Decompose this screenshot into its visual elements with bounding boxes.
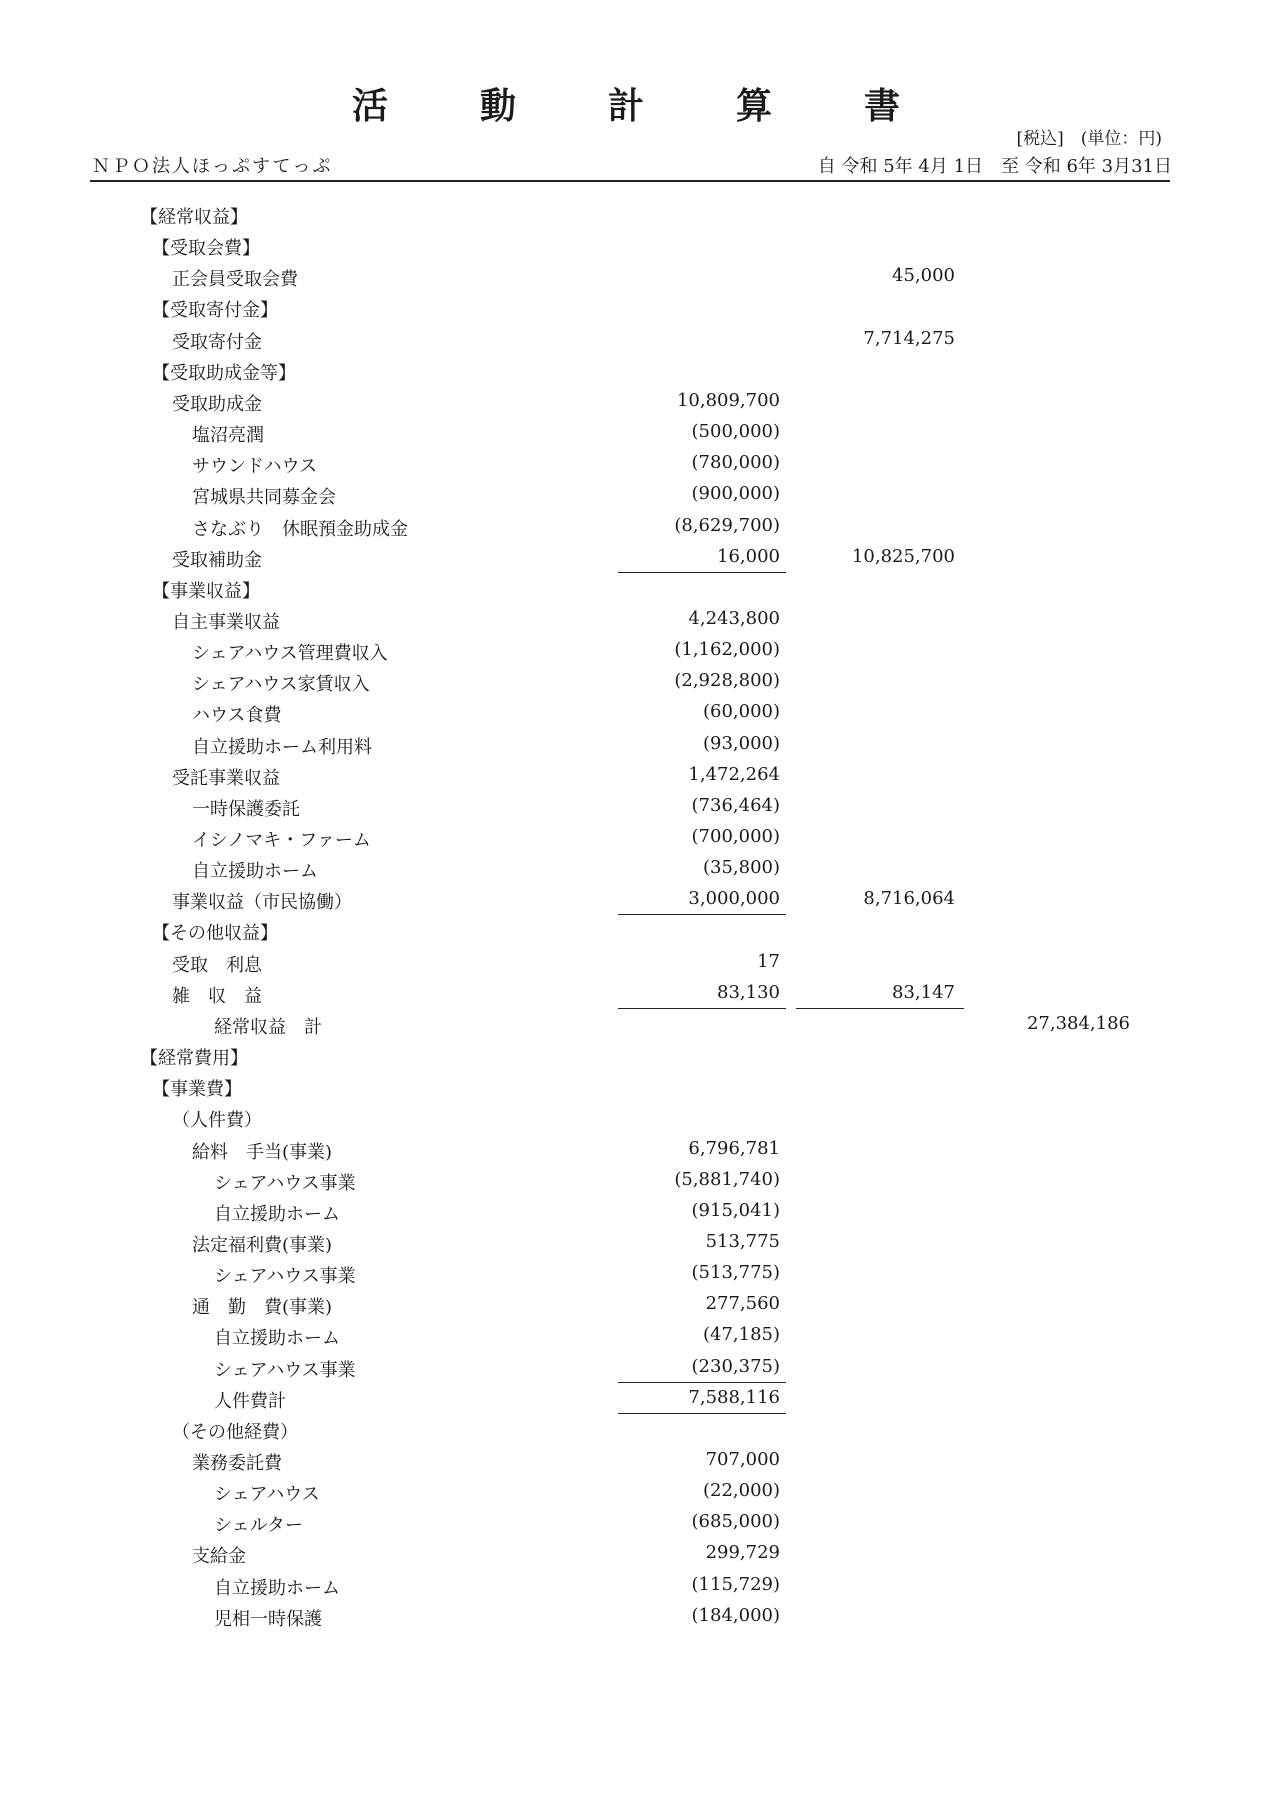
row-label: 児相一時保護 bbox=[214, 1608, 322, 1630]
amount-detail: (685,000) bbox=[691, 1511, 780, 1533]
statement-row bbox=[0, 386, 1280, 416]
statement-row bbox=[0, 1165, 1280, 1195]
statement-row bbox=[0, 1102, 1280, 1132]
row-label: 【事業費】 bbox=[152, 1079, 242, 1101]
amount-detail: (115,729) bbox=[691, 1573, 780, 1595]
statement-row bbox=[0, 729, 1280, 759]
row-label: さなぶり 休眠預金助成金 bbox=[192, 518, 408, 540]
statement-row bbox=[0, 1227, 1280, 1257]
row-label: シェアハウス事業 bbox=[214, 1172, 356, 1194]
row-label: 【受取助成金等】 bbox=[152, 362, 296, 384]
row-label: 【事業収益】 bbox=[152, 580, 260, 602]
row-label: 給料 手当(事業) bbox=[192, 1141, 333, 1163]
fiscal-period: 自 令和 5年 4月 1日 至 令和 6年 3月31日 bbox=[817, 156, 1172, 177]
amount-detail: (184,000) bbox=[691, 1604, 780, 1626]
statement-row bbox=[0, 292, 1280, 322]
statement-row bbox=[0, 417, 1280, 447]
statement-row bbox=[0, 1476, 1280, 1506]
row-label: 自立援助ホーム bbox=[214, 1203, 340, 1225]
row-label: シェルター bbox=[214, 1515, 303, 1537]
amount-detail: 3,000,000 bbox=[688, 888, 780, 910]
amount-detail: (1,162,000) bbox=[674, 639, 780, 661]
amount-total: 27,384,186 bbox=[1026, 1012, 1130, 1034]
amount-subtotal: 7,714,275 bbox=[863, 327, 955, 349]
statement-row bbox=[0, 324, 1280, 354]
statement-row bbox=[0, 760, 1280, 790]
row-label: シェアハウス bbox=[214, 1484, 320, 1506]
amount-detail: (230,375) bbox=[691, 1355, 780, 1377]
amount-subtotal: 8,716,064 bbox=[863, 888, 955, 910]
row-label: シェアハウス家賃収入 bbox=[192, 674, 370, 696]
statement-row bbox=[0, 697, 1280, 727]
amount-detail: (736,464) bbox=[691, 794, 780, 816]
document-title: 活 動 計 算 書 bbox=[351, 86, 928, 127]
amount-detail: 1,472,264 bbox=[688, 763, 780, 785]
statement-row bbox=[0, 791, 1280, 821]
amount-subtotal: 83,147 bbox=[892, 981, 955, 1003]
row-label: 雑 収 益 bbox=[172, 985, 262, 1007]
row-label: 自立援助ホーム bbox=[214, 1328, 340, 1350]
statement-row bbox=[0, 511, 1280, 541]
row-label: 経常収益 計 bbox=[214, 1016, 322, 1038]
amount-detail: 277,560 bbox=[705, 1293, 780, 1315]
row-label: 受取補助金 bbox=[172, 549, 262, 571]
statement-row bbox=[0, 573, 1280, 603]
row-label: 自立援助ホーム利用料 bbox=[192, 736, 372, 758]
amount-detail: (60,000) bbox=[702, 701, 780, 723]
statement-row bbox=[0, 1570, 1280, 1600]
statement-row bbox=[0, 1040, 1280, 1070]
tax-unit-note: [税込] (単位：円) bbox=[1016, 129, 1162, 149]
statement-row bbox=[0, 1445, 1280, 1475]
amount-detail: (47,185) bbox=[702, 1324, 780, 1346]
statement-row bbox=[0, 884, 1280, 914]
row-label: 【受取寄付金】 bbox=[152, 300, 278, 322]
statement-row bbox=[0, 1258, 1280, 1288]
amount-detail: (2,928,800) bbox=[674, 670, 780, 692]
row-label: 受取寄付金 bbox=[172, 331, 262, 353]
amount-subtotal: 10,825,700 bbox=[851, 545, 955, 567]
statement-row bbox=[0, 230, 1280, 260]
statement-row bbox=[0, 947, 1280, 977]
amount-detail: (780,000) bbox=[691, 452, 780, 474]
statement-row bbox=[0, 448, 1280, 478]
statement-row bbox=[0, 479, 1280, 509]
statement-row bbox=[0, 1507, 1280, 1537]
header-rule bbox=[90, 180, 1170, 182]
amount-detail: 707,000 bbox=[705, 1449, 780, 1470]
row-label: 事業収益（市民協働） bbox=[172, 892, 352, 914]
statement-row bbox=[0, 822, 1280, 852]
statement-row bbox=[0, 666, 1280, 696]
row-label: 【受取会費】 bbox=[152, 238, 260, 260]
row-label: 正会員受取会費 bbox=[172, 269, 298, 291]
row-label: 支給金 bbox=[192, 1546, 246, 1568]
statement-row bbox=[0, 1196, 1280, 1226]
amount-detail: 299,729 bbox=[705, 1542, 780, 1564]
amount-detail: 4,243,800 bbox=[688, 607, 780, 629]
amount-subtotal: 45,000 bbox=[892, 265, 955, 287]
row-label: イシノマキ・ファーム bbox=[192, 830, 371, 851]
statement-row bbox=[0, 1538, 1280, 1568]
amount-detail: (915,041) bbox=[691, 1199, 780, 1221]
row-label: （その他経費） bbox=[172, 1421, 298, 1443]
statement-row bbox=[0, 604, 1280, 634]
amount-detail: (500,000) bbox=[691, 421, 780, 443]
statement-row bbox=[0, 542, 1280, 572]
row-label: （人件費） bbox=[172, 1110, 262, 1132]
amount-detail: (513,775) bbox=[691, 1262, 780, 1284]
amount-detail: 17 bbox=[757, 950, 780, 972]
statement-row bbox=[0, 978, 1280, 1008]
row-label: 受取助成金 bbox=[172, 393, 262, 415]
statement-row bbox=[0, 1601, 1280, 1631]
amount-detail: (900,000) bbox=[691, 483, 780, 505]
amount-detail: 513,775 bbox=[705, 1230, 780, 1252]
amount-detail: (93,000) bbox=[702, 732, 780, 754]
statement-row bbox=[0, 1352, 1280, 1382]
row-label: 【経常費用】 bbox=[140, 1048, 248, 1070]
statement-row bbox=[0, 1320, 1280, 1350]
statement-row bbox=[0, 1134, 1280, 1164]
row-label: 自立援助ホーム bbox=[214, 1577, 340, 1599]
statement-row bbox=[0, 261, 1280, 291]
row-label: ハウス食費 bbox=[192, 705, 282, 727]
statement-row bbox=[0, 635, 1280, 665]
row-label: サウンドハウス bbox=[192, 456, 318, 478]
row-label: 【経常収益】 bbox=[140, 207, 248, 228]
row-label: 法定福利費(事業) bbox=[192, 1234, 333, 1256]
amount-detail: 10,809,700 bbox=[676, 389, 780, 411]
amount-detail: (5,881,740) bbox=[674, 1168, 780, 1190]
row-label: 通 勤 費(事業) bbox=[192, 1297, 333, 1319]
organization-name: ＮＰＯ法人ほっぷすてっぷ bbox=[92, 156, 333, 177]
row-label: 宮城県共同募金会 bbox=[192, 487, 336, 509]
statement-row bbox=[0, 853, 1280, 883]
row-label: 一時保護委託 bbox=[192, 798, 300, 820]
row-label: 人件費計 bbox=[214, 1390, 286, 1412]
statement-row bbox=[0, 1289, 1280, 1319]
statement-row bbox=[0, 1009, 1280, 1039]
amount-detail: (700,000) bbox=[691, 826, 780, 847]
row-label: 受託事業収益 bbox=[172, 767, 280, 789]
amount-detail: 83,130 bbox=[717, 981, 780, 1003]
row-label: シェアハウス事業 bbox=[214, 1266, 356, 1288]
statement-row bbox=[0, 915, 1280, 945]
statement-row bbox=[0, 1383, 1280, 1413]
row-label: 自立援助ホーム bbox=[192, 861, 318, 883]
row-label: 受取 利息 bbox=[172, 954, 262, 976]
amount-detail: 16,000 bbox=[717, 545, 780, 567]
amount-detail: (35,800) bbox=[702, 857, 780, 879]
amount-detail: (22,000) bbox=[702, 1480, 780, 1502]
amount-detail: (8,629,700) bbox=[674, 514, 780, 536]
amount-detail: 6,796,781 bbox=[688, 1137, 780, 1159]
row-label: 塩沼亮潤 bbox=[192, 425, 264, 447]
row-label: 自主事業収益 bbox=[172, 611, 280, 633]
amount-detail: 7,588,116 bbox=[688, 1386, 780, 1408]
statement-row bbox=[0, 355, 1280, 385]
row-label: シェアハウス管理費収入 bbox=[192, 643, 388, 665]
statement-row bbox=[0, 199, 1280, 229]
row-label: シェアハウス事業 bbox=[214, 1359, 356, 1381]
row-label: 業務委託費 bbox=[192, 1453, 282, 1474]
statement-row bbox=[0, 1071, 1280, 1101]
row-label: 【その他収益】 bbox=[152, 923, 278, 945]
statement-row bbox=[0, 1414, 1280, 1444]
